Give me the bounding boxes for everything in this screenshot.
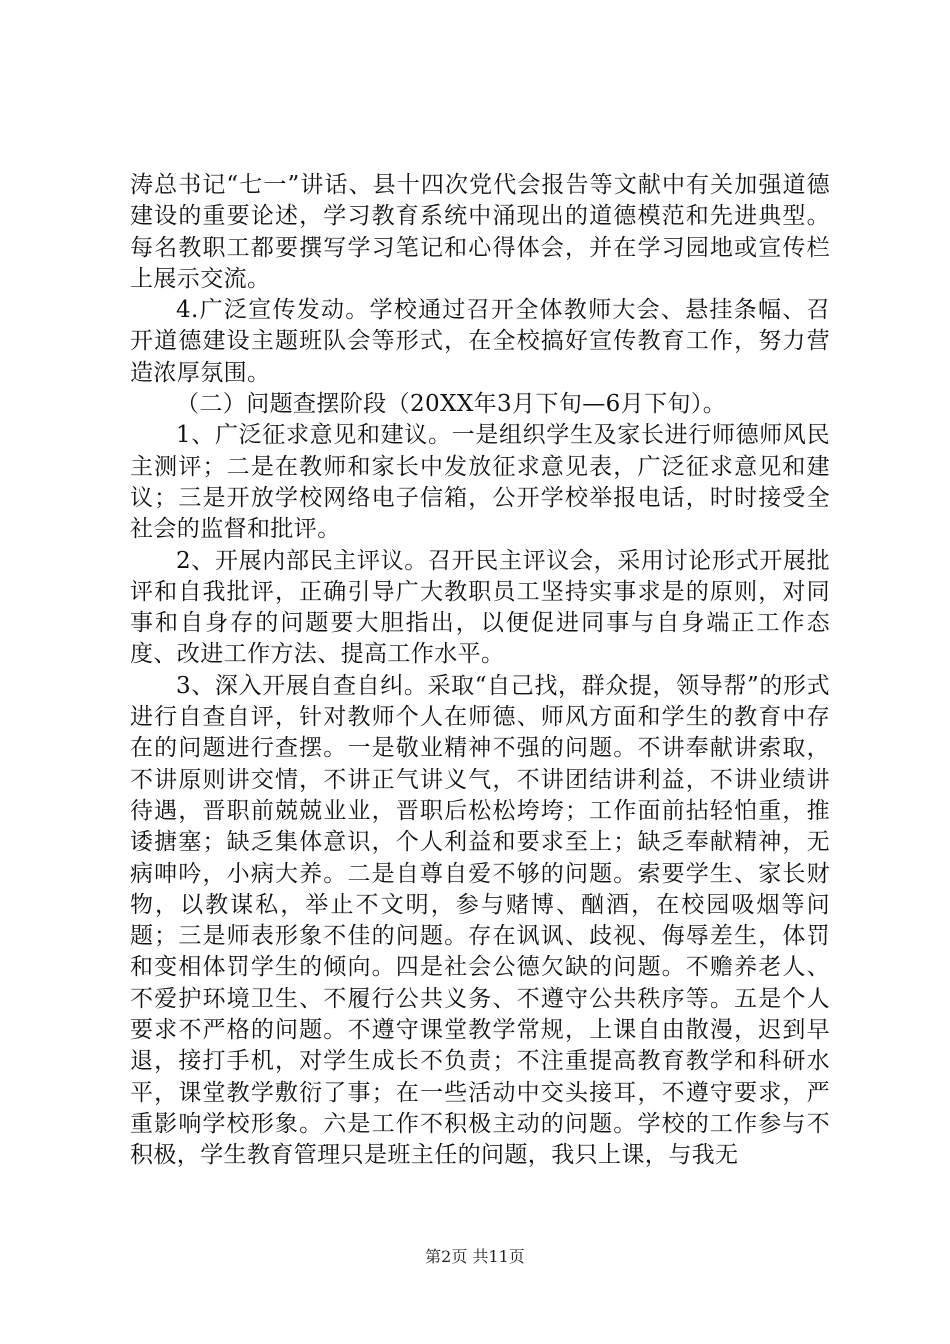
paragraph-publicity: 4.广泛宣传发动。学校通过召开全体教师大会、悬挂条幅、召开道德建设主题班队会等形式，在全校搞好宣传教育工作，努力营造浓厚氛围。 — [130, 297, 830, 386]
paragraph-self-inspection: 3、深入开展自查自纠。采取“自己找，群众提，领导帮”的形式进行自查自评，针对教师个人在师德、师风方面和学生的教育中存在的问题进行查摆。一是敬业精神不强的问题。不讲奉献讲索取，不讲原则讲交情，不讲正气讲义气，不讲团结讲利益，不讲业绩讲待遇，晋职前兢兢业业，晋职后松松垮垮；工作面前拈轻怕重，推诿搪塞；缺乏集体意识，个人利益和要求至上；缺乏奉献精神，无病呻吟，小病大养。二是自尊自爱不够的问题。索要学生、家长财物，以教谋私，举止不文明，参与赌博、酗酒，在校园吸烟等问题；三是师表形象不佳的问题。存在讽讽、歧视、侮辱差生，体罚和变相体罚学生的倾向。四是社会公德欠缺的问题。不赡养老人、不爱护环境卫生、不履行公共义务、不遵守公共秩序等。五是个人要求不严格的问题。不遵守课堂教学常规，上课自由散漫，迟到早退，接打手机，对学生成长不负责；不注重提高教育教学和科研水平，课堂教学敷衍了事；在一些活动中交头接耳，不遵守要求，严重影响学校形象。六是工作不积极主动的问题。学校的工作参与不积极，学生教育管理只是班主任的问题，我只上课，与我无 — [130, 672, 830, 1169]
document-body — [130, 170, 830, 1172]
section-heading-stage-two: （二）问题查摆阶段（20XX年3月下旬—6月下旬）。 — [176, 391, 727, 418]
page-footer: 第2页 共11页 — [425, 1247, 525, 1266]
paragraph-continuation: 涛总书记“七一”讲话、县十四次党代会报告等文献中有关加强道德建设的重要论述，学习教育系统中涌现出的道德模范和先进典型。每名教职工都要撰写学习笔记和心得体会，并在学习园地或宣传栏上展示交流。 — [130, 172, 830, 292]
paragraph-solicit-opinions: 1、广泛征求意见和建议。一是组织学生及家长进行师德师风民主测评；二是在教师和家长中发放征求意见表，广泛征求意见和建议；三是开放学校网络电子信箱，公开学校举报电话，时时接受全社会的监督和批评。 — [130, 422, 830, 543]
paragraph-internal-review: 2、开展内部民主评议。召开民主评议会，采用讨论形式开展批评和自我批评，正确引导广大教职员工坚持实事求是的原则，对同事和自身存的问题要大胆指出，以便促进同事与自身端正工作态度、改进工作方法、提高工作水平。 — [130, 547, 830, 668]
